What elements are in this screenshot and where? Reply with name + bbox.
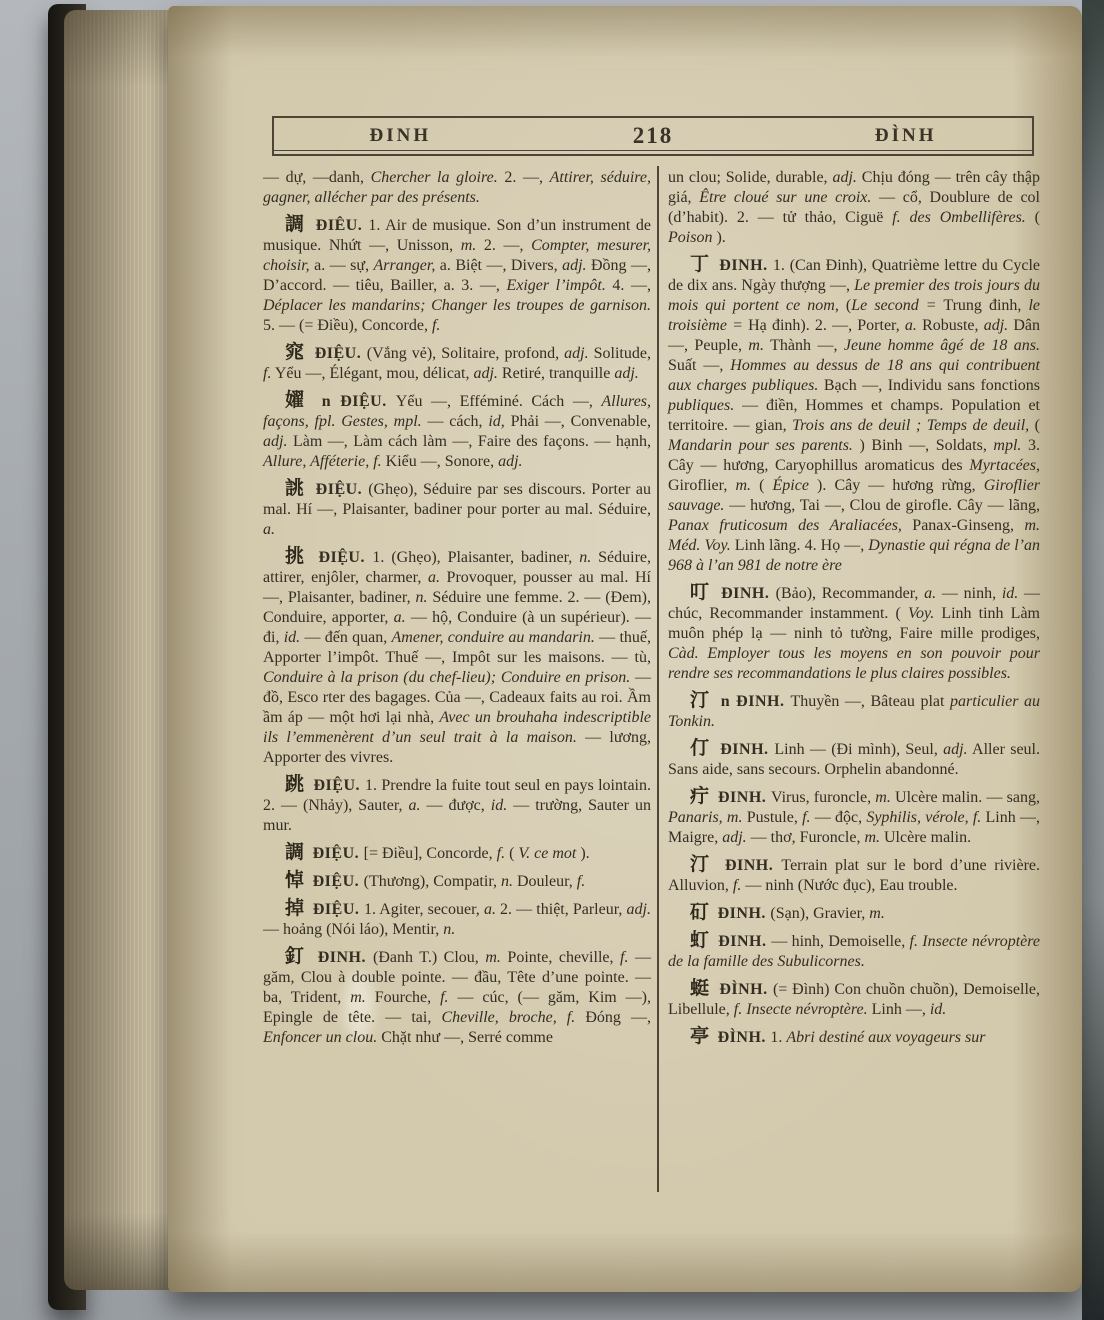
hanzi-headword-glyph: 調 xyxy=(285,841,313,863)
dictionary-entry xyxy=(668,930,1040,972)
entry-italic-run: n. xyxy=(579,549,592,566)
hanzi-headword-glyph: 矴 xyxy=(690,901,718,923)
entry-text-run: 1. xyxy=(770,1029,787,1046)
dictionary-entry xyxy=(263,168,651,208)
entry-italic-run: f. xyxy=(496,845,506,862)
entry-italic-run: f. xyxy=(732,877,742,894)
entry-italic-run: Exiger l’impôt. xyxy=(506,277,606,294)
entry-italic-run: a. xyxy=(408,797,421,814)
dictionary-entry xyxy=(668,902,1040,924)
entry-text-run: — đồ, Esco rter des bagages. Của —, Cadeaux faits au roi. Ầm ầm áp — một hơi lại nhà, xyxy=(263,669,652,726)
entry-text-run: Virus, furoncle, xyxy=(770,789,876,806)
entry-text-run: Giroflier, xyxy=(668,477,736,494)
dictionary-entry xyxy=(668,978,1040,1020)
hanzi-headword-glyph: 挑 xyxy=(285,545,319,567)
dictionary-entry xyxy=(263,478,651,540)
entry-italic-run: Panaris, m. xyxy=(668,809,743,826)
entry-italic-run: m. xyxy=(875,789,891,806)
entry-italic-run: Mandarin pour ses parents. xyxy=(668,437,853,454)
entry-italic-run: m. Méd. Voy. xyxy=(668,517,1040,554)
entry-text-run: a. — sự, xyxy=(309,257,374,274)
entry-italic-run: f. xyxy=(620,949,629,966)
entry-text-run: Bạch —, Individu sans fonctions xyxy=(818,377,1040,394)
entry-text-run: Đồng —, D’accord. — tiêu, Bailler, a. 3. —, xyxy=(263,257,651,294)
entry-italic-run: Càd. Employer tous les moyens en son pouvoir pour rendre ses recommandations le plus claires possibles. xyxy=(668,645,1040,682)
entry-italic-run: id. xyxy=(1001,585,1019,602)
entry-italic-run: Le second = xyxy=(851,297,937,314)
entry-text-run: Dân —, Peuple, xyxy=(668,317,1041,354)
dictionary-entry xyxy=(668,738,1040,780)
dictionary-entry xyxy=(263,546,651,768)
entry-italic-run: adj. xyxy=(943,741,968,758)
entry-italic-run: Chercher la gloire. xyxy=(370,169,498,186)
dictionary-entry xyxy=(668,690,1040,732)
entry-italic-run: f. Insecte névroptère de la famille des Subulicornes. xyxy=(668,933,1040,970)
entry-text-run: — lương, Apporter des vivres. xyxy=(263,729,651,766)
entry-text-run: — trường, Sauter un mur. xyxy=(263,797,652,834)
right-column xyxy=(668,168,1040,1054)
entry-headword: ĐÌNH. xyxy=(717,1029,771,1046)
entry-italic-run: Allures, façons, fpl. Gestes, mpl. xyxy=(263,393,652,430)
entry-italic-run: Poison xyxy=(668,229,713,246)
entry-text-run: Thành —, xyxy=(763,337,844,354)
entry-text-run: — cách, xyxy=(421,413,489,430)
entry-text-run: ). xyxy=(576,845,590,862)
entry-headword: ĐINH. xyxy=(718,789,771,806)
entry-italic-run: a. xyxy=(483,901,496,918)
entry-headword: ĐINH. xyxy=(719,257,773,274)
hanzi-headword-glyph: 釘 xyxy=(285,945,318,967)
entry-text-run: ( xyxy=(838,297,852,314)
entry-italic-run: f. xyxy=(802,809,811,826)
page-edges-stack xyxy=(64,10,182,1290)
dictionary-entry xyxy=(668,168,1040,248)
background-right-edge xyxy=(1082,0,1104,1320)
entry-text-run: ( xyxy=(1025,209,1041,226)
dictionary-entry xyxy=(668,786,1040,848)
entry-headword: ĐIÊU. xyxy=(315,217,369,234)
entry-headword: ĐIỆU. xyxy=(315,481,369,498)
hanzi-headword-glyph: 誂 xyxy=(285,477,316,499)
entry-italic-run: Déplacer les mandarins; Changer les troupes de garnison. xyxy=(263,297,651,314)
entry-text-run: Suất —, xyxy=(668,357,731,374)
entry-italic-run: adj. xyxy=(498,453,523,470)
entry-text-run: — điền, Hommes et champs. Population et territoire. — gian, xyxy=(668,397,1040,434)
entry-italic-run: Myrtacées, xyxy=(969,457,1040,474)
entry-text-run: Séduire, attirer, enjôler, charmer, xyxy=(263,549,651,586)
dictionary-entry xyxy=(263,342,651,384)
entry-text-run: Thuyền —, Bâteau plat xyxy=(790,693,950,710)
entry-italic-run: Jeune homme âgé de 18 ans. xyxy=(843,337,1040,354)
entry-text-run: Linh —, Maigre, xyxy=(668,809,1040,846)
entry-italic-run: adj. xyxy=(564,345,589,362)
entry-text-run: 2. —, xyxy=(497,169,550,186)
entry-text-run: Hạ đinh). 2. —, Porter, xyxy=(742,317,905,334)
entry-italic-run: a. xyxy=(263,521,275,538)
entry-text-run: — hộ, Conduire (à un supérieur). — đi, xyxy=(263,609,651,646)
entry-text-run: 2. — thiệt, Parleur, xyxy=(495,901,627,918)
dictionary-entry xyxy=(668,1026,1040,1048)
entry-text-run: — dự, —danh, xyxy=(263,169,371,186)
left-column xyxy=(263,168,651,1054)
entry-text-run: (Vắng vẻ), Solitaire, profond, xyxy=(366,345,565,362)
entry-italic-run: m. xyxy=(735,477,751,494)
entry-text-run: Đóng —, xyxy=(575,1009,652,1026)
entry-text-run: Trung đinh, xyxy=(936,297,1029,314)
hanzi-headword-glyph: 叮 xyxy=(690,581,722,603)
entry-italic-run: Avec un brouhaha indescriptible ils l’emmenèrent d’un seul trait à la maison. xyxy=(263,709,651,746)
entry-text-run: 4. —, xyxy=(605,277,651,294)
entry-italic-run: id. xyxy=(490,797,508,814)
entry-italic-run: Enfoncer un clou. xyxy=(263,1029,378,1046)
dictionary-entry xyxy=(263,870,651,892)
dictionary-entry xyxy=(263,774,651,836)
entry-italic-run: Arranger, xyxy=(373,257,436,274)
entry-text-run: Fourche, xyxy=(365,989,441,1006)
entry-text-run: (Đanh T.) Clou, xyxy=(373,949,486,966)
entry-italic-run: Trois ans de deuil ; Temps de deuil, xyxy=(792,417,1030,434)
entry-italic-run: id. xyxy=(283,629,301,646)
entry-text-run: (Thương), Compatir, xyxy=(363,873,501,890)
entry-text-run: — găm, Clou à double pointe. — đầu, Tête d’une pointe. — ba, Trident, xyxy=(263,949,651,1006)
entry-text-run: 1. (Can Đinh), Quatrième lettre du Cycle de dix ans. Ngày thượng —, xyxy=(668,257,1040,294)
entry-text-run: Linh —, xyxy=(867,1001,930,1018)
hanzi-headword-glyph: 亭 xyxy=(690,1025,718,1047)
entry-text-run: ( xyxy=(1029,417,1041,434)
dictionary-entry xyxy=(263,898,651,940)
entry-italic-run: n. xyxy=(443,921,456,938)
running-head xyxy=(272,116,1034,156)
entry-text-run: (Ghẹo), Séduire par ses discours. Porter au mal. Hí —, Plaisanter, badiner pour porter au mal. Séduire, xyxy=(263,481,651,518)
entry-italic-run: Épice xyxy=(772,477,809,494)
entry-text-run: — cổ, Doublure de col (d’habit). 2. — tử thảo, Ciguë xyxy=(668,189,1041,226)
hanzi-headword-glyph: 掉 xyxy=(285,897,313,919)
dictionary-entry xyxy=(668,254,1040,576)
entry-italic-run: m. xyxy=(460,237,477,254)
entry-text-run: Ulcère malin. xyxy=(880,829,972,846)
entry-text-run: Linh lãng. 4. Họ —, xyxy=(730,537,869,554)
hanzi-headword-glyph: 蜓 xyxy=(690,977,720,999)
entry-italic-run: f. Insecte névroptère. xyxy=(733,1001,868,1018)
entry-headword: ĐINH. xyxy=(718,933,772,950)
entry-headword: ĐINH. xyxy=(317,949,373,966)
entry-italic-run: m. xyxy=(485,949,501,966)
entry-italic-run: a. xyxy=(924,585,937,602)
entry-headword: ĐIỆU. xyxy=(312,873,364,890)
entry-text-run: — hương, Tai —, Clou de girofle. Cây — lãng, xyxy=(724,497,1040,514)
entry-italic-run: a. xyxy=(904,317,917,334)
entry-italic-run: f. xyxy=(431,317,441,334)
entry-text-run: — hinh, Demoiselle, xyxy=(771,933,910,950)
entry-text-run: — hoảng (Nói láo), Mentir, xyxy=(263,921,444,938)
entry-text-run: Chặt như —, Serré comme xyxy=(377,1029,553,1046)
entry-text-run: Séduire une femme. 2. — (Đem), Conduire, apporter, xyxy=(263,589,652,626)
entry-italic-run: Abri destiné aux voyageurs sur xyxy=(786,1029,986,1046)
dictionary-entry xyxy=(263,842,651,864)
entry-text-run: ). Cây — hương rừng, xyxy=(808,477,984,494)
entry-text-run: 5. — (= Điều), Concorde, xyxy=(263,317,432,334)
entry-text-run: (Sạn), Gravier, xyxy=(770,905,870,922)
entry-italic-run: adj. xyxy=(614,365,639,382)
hanzi-headword-glyph: 調 xyxy=(285,213,316,235)
entry-text-run: (Bảo), Recommander, xyxy=(775,585,925,602)
hanzi-headword-glyph: 悼 xyxy=(285,869,313,891)
entry-text-run: Pointe, cheville, xyxy=(500,949,621,966)
entry-italic-run: particulier au Tonkin. xyxy=(668,693,1040,730)
hanzi-headword-glyph: 丁 xyxy=(690,253,720,275)
entry-italic-run: V. ce mot xyxy=(518,845,577,862)
dictionary-entry xyxy=(668,854,1040,896)
entry-italic-run: f. des Ombellifères. xyxy=(892,209,1026,226)
entry-text-run: Aller seul. Sans aide, sans secours. Orphelin abandonné. xyxy=(668,741,1041,778)
entry-text-run: Solitude, xyxy=(588,345,651,362)
entry-italic-run: f. xyxy=(440,989,449,1006)
entry-text-run: — chúc, Recommander instamment. ( xyxy=(668,585,1041,622)
entry-italic-run: id. xyxy=(929,1001,947,1018)
entry-text-run: Yểu —, Efféminé. Cách —, xyxy=(395,393,602,410)
entry-italic-run: Giroflier sauvage. xyxy=(668,477,1041,514)
column-divider-rule xyxy=(657,166,659,1192)
hanzi-headword-glyph: 汀 xyxy=(690,853,725,875)
entry-text-run: [= Điều], Concorde, xyxy=(363,845,497,862)
entry-italic-run: n. xyxy=(415,589,428,606)
entry-italic-run: adj. xyxy=(626,901,651,918)
entry-italic-run: n. xyxy=(501,873,513,890)
entry-text-run: ( xyxy=(505,845,519,862)
entry-italic-run: a. xyxy=(393,609,406,626)
entry-italic-run: adj. xyxy=(263,433,288,450)
entry-text-run: Pustule, xyxy=(742,809,803,826)
hanzi-headword-glyph: 跳 xyxy=(285,773,314,795)
entry-text-run: — cúc, (— găm, Kim —), Epingle de tête. — tai, xyxy=(263,989,652,1026)
entry-italic-run: Allure, Afféterie, f. xyxy=(263,453,382,470)
entry-italic-run: m. xyxy=(350,989,366,1006)
entry-headword: n ĐIỆU. xyxy=(321,393,396,410)
entry-text-run: 3. Cây — hương, Caryophillus aromaticus des xyxy=(668,437,1041,474)
entry-text-run: Robuste, xyxy=(916,317,984,334)
entry-headword: ĐIỆU. xyxy=(312,845,364,862)
entry-headword: ĐINH. xyxy=(720,741,775,758)
entry-headword: ĐINH. xyxy=(717,905,771,922)
entry-italic-run: adj. xyxy=(983,317,1009,334)
entry-italic-run: Attirer, séduire, gagner, allécher par des présents. xyxy=(263,169,652,206)
entry-italic-run: m. xyxy=(748,337,764,354)
entry-text-run: — đến quan, xyxy=(300,629,392,646)
entry-text-run: a. Biệt —, Divers, xyxy=(435,257,563,274)
entry-text-run: 1. Agiter, secouer, xyxy=(364,901,484,918)
hanzi-headword-glyph: 窕 xyxy=(285,341,315,363)
entry-italic-run: id, xyxy=(488,413,505,430)
entry-text-run: Làm —, Làm cách làm —, Faire des façons. — hạnh, xyxy=(287,433,651,450)
dictionary-entry xyxy=(263,946,651,1048)
entry-headword: ĐINH. xyxy=(724,857,782,874)
entry-italic-run: mpl. xyxy=(993,437,1022,454)
entry-text-run: Panax-Ginseng, xyxy=(901,517,1025,534)
entry-text-run: Douleur, xyxy=(513,873,577,890)
entry-italic-run: adj. xyxy=(562,257,587,274)
entry-headword: n ĐINH. xyxy=(720,693,791,710)
entry-text-run: — thuế, Apporter l’impôt. Thuế —, Impôt sur les maisons. — tù, xyxy=(263,629,652,666)
entry-text-run: — ninh (Nước đục), Eau trouble. xyxy=(741,877,958,894)
entry-italic-run: f. xyxy=(263,365,272,382)
running-head-left: ĐINH xyxy=(369,125,432,146)
entry-text-run: Linh tinh Làm muôn phép lạ — ninh tỏ tường, Faire mille prodiges, xyxy=(668,605,1041,642)
entry-text-run: (= Đình) Con chuồn chuồn), Demoiselle, Libellule, xyxy=(668,981,1040,1018)
entry-italic-run: Conduire à la prison (du chef-lieu); Conduire en prison. xyxy=(263,669,631,686)
entry-text-run: Ulcère malin. — sang, xyxy=(890,789,1040,806)
dictionary-entry xyxy=(263,214,651,336)
entry-text-run: Provoquer, pousser au mal. Hí —, Plaisanter, badiner, xyxy=(263,569,651,606)
entry-text-run: ( xyxy=(751,477,773,494)
entry-headword: ĐINH. xyxy=(721,585,776,602)
hanzi-headword-glyph: 仃 xyxy=(690,737,721,759)
entry-text-run: ). xyxy=(712,229,726,246)
entry-italic-run: Amener, conduire au mandarin. xyxy=(391,629,595,646)
entry-italic-run: f. xyxy=(576,873,586,890)
entry-italic-run: Le premier des trois jours du mois qui portent ce nom, xyxy=(668,277,1041,314)
entry-italic-run: m. xyxy=(864,829,880,846)
entry-text-run: ) Binh —, Soldats, xyxy=(852,437,994,454)
entry-italic-run: Hommes au dessus de 18 ans qui contribuent aux charges publiques. xyxy=(668,357,1040,394)
running-head-right: ĐÌNH xyxy=(874,125,937,146)
entry-italic-run: Voy. xyxy=(907,605,935,622)
entry-headword: ĐIỆU. xyxy=(312,901,364,918)
entry-italic-run: adj. xyxy=(473,365,498,382)
entry-italic-run: publiques. xyxy=(668,397,735,414)
entry-text-run: Retiré, tranquille xyxy=(497,365,615,382)
page-number: 218 xyxy=(632,123,674,148)
hanzi-headword-glyph: 疔 xyxy=(690,785,718,807)
entry-italic-run: Être cloué sur une croix. xyxy=(699,189,872,206)
entry-headword: ĐIỆU. xyxy=(318,549,373,566)
entry-text-run: — ninh, xyxy=(936,585,1002,602)
entry-text-run: Phải —, Convenable, xyxy=(504,413,651,430)
entry-italic-run: Cheville, broche, f. xyxy=(441,1009,576,1026)
entry-text-run: — độc, xyxy=(810,809,867,826)
entry-text-run: 1. (Ghẹo), Plaisanter, badiner, xyxy=(372,549,580,566)
entry-italic-run: a. xyxy=(427,569,440,586)
entry-headword: ĐÌNH. xyxy=(719,981,773,998)
entry-text-run: Yểu —, Élégant, mou, délicat, xyxy=(271,365,474,382)
entry-text-run: — thơ, Furoncle, xyxy=(746,829,865,846)
entry-text-run: Terrain plat sur le bord d’une rivière. Alluvion, xyxy=(668,857,1041,894)
entry-text-run: — được, xyxy=(420,797,491,814)
hanzi-headword-glyph: 汀 xyxy=(690,689,721,711)
hanzi-headword-glyph: 虰 xyxy=(690,929,719,951)
entry-italic-run: Panax fruticosum des Araliacées, xyxy=(668,517,902,534)
entry-italic-run: adj. xyxy=(722,829,747,846)
entry-text-run: Chịu đóng — trên cây thập giá, xyxy=(668,169,1040,206)
hanzi-headword-glyph: 嬥 xyxy=(285,389,322,411)
entry-italic-run: adj. xyxy=(832,169,857,186)
dictionary-entry xyxy=(263,390,651,472)
entry-italic-run: Dynastie qui régna de l’an 968 à l’an 981 de notre ère xyxy=(668,537,1040,574)
entry-italic-run: le troisième = xyxy=(668,297,1041,334)
entry-text-run: Linh — (Đi mình), Seul, xyxy=(774,741,944,758)
entry-text-run: 2. —, xyxy=(476,237,532,254)
entry-text-run: un clou; Solide, durable, xyxy=(668,169,833,186)
entry-text-run: Kiểu —, Sonore, xyxy=(381,453,499,470)
entry-italic-run: m. xyxy=(869,905,885,922)
entry-italic-run: Syphilis, vérole, f. xyxy=(866,809,982,826)
entry-italic-run: Compter, mesurer, choisir, xyxy=(263,237,652,274)
entry-headword: ĐIỆU. xyxy=(314,345,367,362)
entry-text-run: 1. Air de musique. Son d’un instrument de musique. Nhứt —, Unisson, xyxy=(263,217,651,254)
entry-headword: ĐIỆU. xyxy=(313,777,365,794)
entry-text-run: 1. Prendre la fuite tout seul en pays lointain. 2. — (Nhảy), Sauter, xyxy=(263,777,651,814)
dictionary-entry xyxy=(668,582,1040,684)
